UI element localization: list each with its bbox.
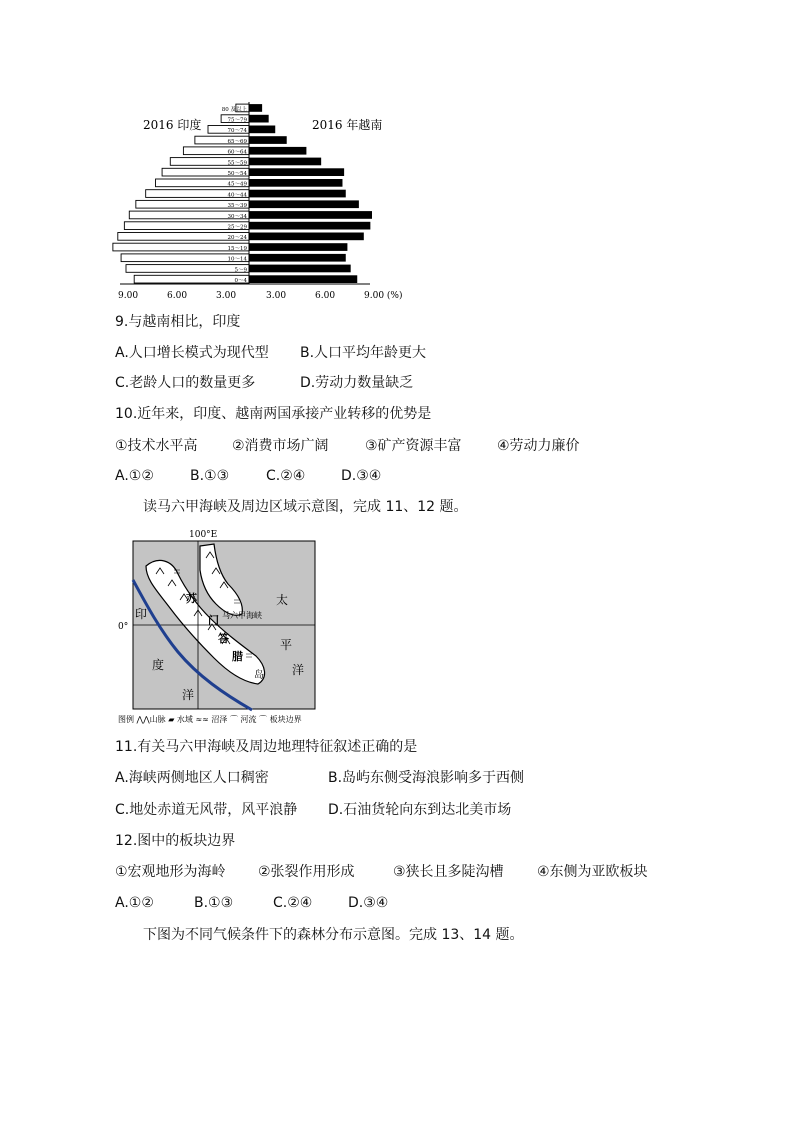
map-label-yang-indian: 洋 (182, 688, 195, 702)
map-label-island-1: 苏 (186, 592, 197, 605)
q10-statement-3: ③矿产资源丰富 (365, 438, 462, 454)
intro-11-12: 读马六甲海峡及周边区域示意图，完成 11、12 题。 (143, 499, 468, 515)
x-tick-label: 6.00 (315, 291, 336, 301)
q11-option-a[interactable]: A.海峡两侧地区人口稠密 (115, 770, 269, 786)
q12-statement-3: ③狭长且多陡沟槽 (393, 864, 504, 880)
pyramid-left-label: 2016 印度 (143, 118, 202, 132)
vietnam-bar (249, 168, 344, 176)
q10-option-b[interactable]: B.①③ (190, 468, 230, 484)
vietnam-bar (249, 254, 346, 262)
q12-statement-1: ①宏观地形为海岭 (115, 864, 226, 880)
q9-option-d[interactable]: D.劳动力数量缺乏 (300, 375, 414, 391)
vietnam-bar (249, 126, 275, 134)
age-group-label: 55～59 (227, 160, 247, 167)
age-group-label: 75～79 (227, 117, 247, 124)
question-11-stem: 11.有关马六甲海峡及周边地理特征叙述正确的是 (115, 739, 418, 755)
question-9-stem: 9.与越南相比，印度 (115, 314, 241, 330)
map-label-du: 度 (152, 658, 165, 672)
vietnam-bar (249, 104, 262, 112)
q9-option-c[interactable]: C.老龄人口的数量更多 (115, 375, 256, 391)
age-group-label: 40～44 (227, 192, 247, 199)
map-label-yin: 印 (135, 607, 148, 621)
age-group-label: 65～69 (227, 138, 247, 145)
x-tick-label: 9.00 (%) (364, 291, 403, 301)
age-group-label: 20～24 (227, 235, 247, 242)
age-group-label: 5～9 (234, 267, 247, 274)
age-group-label: 60～64 (227, 149, 247, 156)
vietnam-bar (249, 233, 364, 241)
age-group-label: 50～54 (227, 171, 247, 177)
age-group-label: 35～39 (227, 203, 247, 210)
q12-option-d[interactable]: D.③④ (348, 895, 389, 911)
q12-option-a[interactable]: A.①② (115, 895, 154, 911)
q10-statement-2: ②消费市场广阔 (232, 438, 329, 454)
q10-option-d[interactable]: D.③④ (341, 468, 382, 484)
vietnam-bar (249, 222, 370, 230)
longitude-label: 100°E (189, 530, 218, 540)
q9-option-a[interactable]: A.人口增长模式为现代型 (115, 345, 269, 361)
map-label-island-2: 门 (208, 614, 219, 627)
map-label-yang-pacific: 洋 (292, 663, 305, 677)
q10-statement-4: ④劳动力廉价 (497, 438, 580, 454)
vietnam-bar (249, 136, 287, 144)
map-label-island-3: 答 (218, 632, 229, 645)
q12-option-c[interactable]: C.②④ (273, 895, 313, 911)
map-label-island-4: 腊 (232, 650, 243, 663)
question-10-stem: 10.近年来，印度、越南两国承接产业转移的优势是 (115, 406, 432, 422)
strait-label: 马六甲海峡 (222, 611, 262, 620)
map-label-tai: 太 (276, 593, 289, 607)
india-bar (126, 265, 249, 273)
malacca-strait-map (116, 526, 356, 726)
x-tick-label: 3.00 (216, 291, 237, 301)
q11-option-c[interactable]: C.地处赤道无风带，风平浪静 (115, 802, 298, 818)
x-tick-label: 3.00 (266, 291, 287, 301)
q9-option-b[interactable]: B.人口平均年龄更大 (300, 345, 427, 361)
age-group-label: 30～34 (227, 213, 247, 220)
population-pyramid-chart (110, 98, 410, 308)
vietnam-bar (249, 275, 357, 283)
q12-option-b[interactable]: B.①③ (194, 895, 234, 911)
age-group-label: 15～19 (227, 245, 247, 252)
x-tick-label: 9.00 (118, 291, 139, 301)
map-legend: 图例 ⋀⋀山脉 ▰ 水域 ≈≈ 沼泽 ⌒ 河流 ⌒ 板块边界 (118, 715, 302, 724)
q10-statement-1: ①技术水平高 (115, 438, 198, 454)
vietnam-bar (249, 190, 346, 198)
age-group-label: 45～49 (227, 181, 247, 188)
question-12-stem: 12.图中的板块边界 (115, 833, 236, 849)
vietnam-bar (249, 243, 347, 251)
q10-option-c[interactable]: C.②④ (266, 468, 306, 484)
vietnam-bar (249, 158, 321, 166)
vietnam-bar (249, 115, 269, 123)
age-group-label: 10～14 (227, 256, 247, 263)
age-group-label: 25～29 (227, 224, 247, 231)
q10-option-a[interactable]: A.①② (115, 468, 154, 484)
map-label-island-5: 岛 (254, 670, 264, 681)
vietnam-bar (249, 200, 359, 208)
age-group-label: 0～4 (234, 278, 247, 284)
india-bar (134, 275, 249, 283)
intro-13-14: 下图为不同气候条件下的森林分布示意图。完成 13、14 题。 (143, 927, 524, 943)
q12-statement-2: ②张裂作用形成 (258, 864, 355, 880)
vietnam-bar (249, 179, 342, 187)
age-group-label: 80 及以上 (221, 106, 247, 113)
age-group-label: 70～74 (227, 128, 247, 135)
map-label-ping: 平 (280, 638, 293, 652)
latitude-label: 0° (118, 622, 129, 632)
vietnam-bar (249, 265, 351, 273)
q11-option-b[interactable]: B.岛屿东侧受海浪影响多于西侧 (328, 770, 525, 786)
vietnam-bar (249, 211, 372, 219)
q11-option-d[interactable]: D.石油货轮向东到达北美市场 (328, 802, 512, 818)
vietnam-bar (249, 147, 306, 155)
pyramid-right-label: 2016 年越南 (312, 118, 383, 132)
x-tick-label: 6.00 (167, 291, 188, 301)
q12-statement-4: ④东侧为亚欧板块 (537, 864, 648, 880)
